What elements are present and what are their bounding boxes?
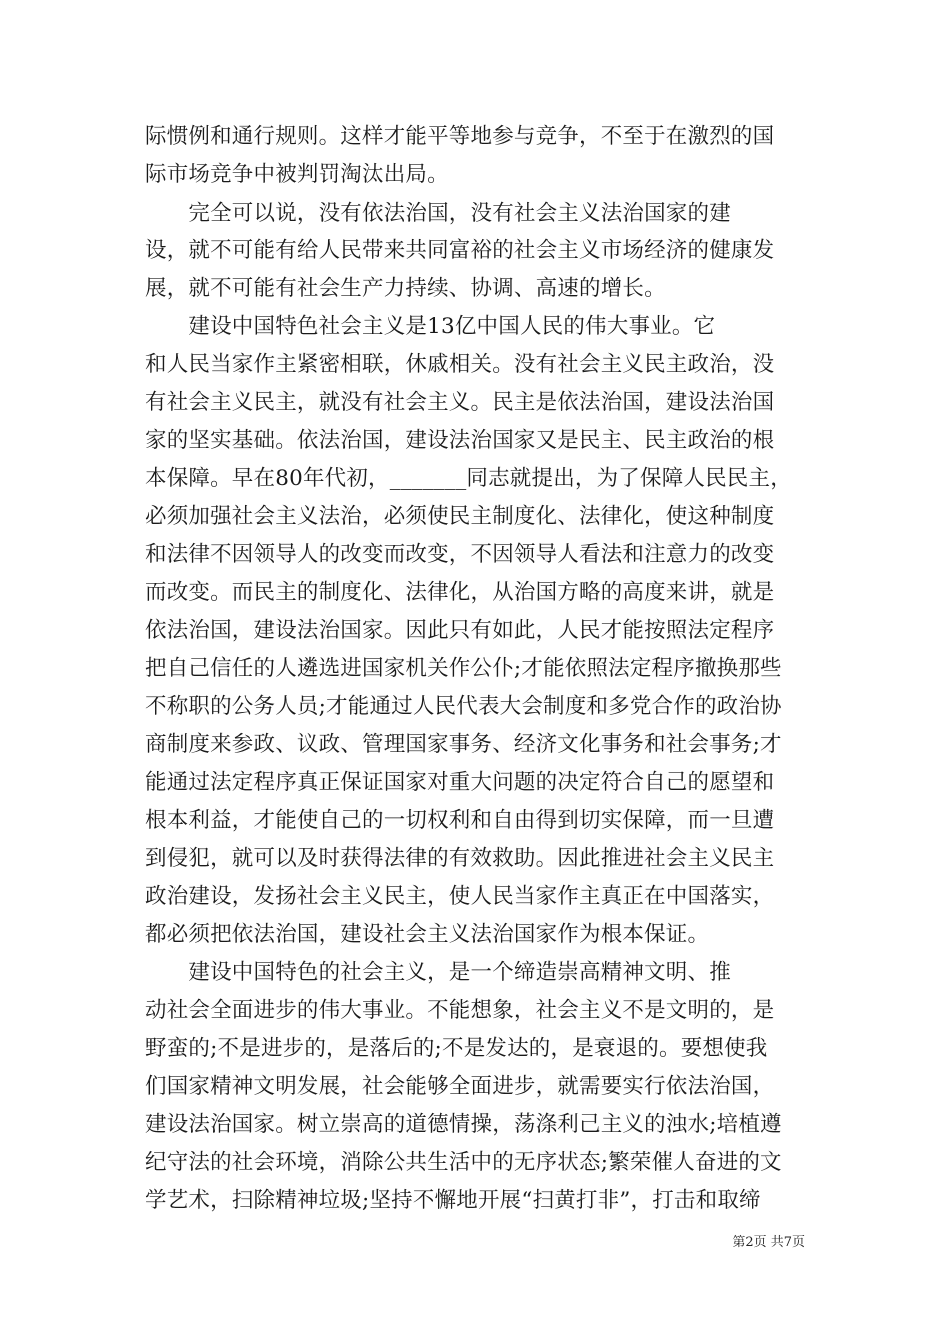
text-line: 不称职的公务人员;才能通过人民代表大会制度和多党合作的政治协 — [145, 694, 782, 719]
text-line: 必须加强社会主义法治，必须使民主制度化、法律化，使这种制度 — [145, 504, 775, 529]
text-line: 学艺术，扫除精神垃圾;坚持不懈地开展“扫黄打非”，打击和取缔 — [145, 1188, 761, 1213]
text-line: 际市场竞争中被判罚淘汰出局。 — [145, 162, 449, 187]
text-line: 展，就不可能有社会生产力持续、协调、高速的增长。 — [145, 276, 666, 301]
text-line: 和法律不因领导人的改变而改变，不因领导人看法和注意力的改变 — [145, 542, 775, 567]
text-line: 际惯例和通行规则。这样才能平等地参与竞争，不至于在激烈的国 — [145, 124, 775, 149]
text-line: 有社会主义民主，就没有社会主义。民主是依法治国，建设法治国 — [145, 390, 775, 415]
text-line: 依法治国，建设法治国家。因此只有如此，人民才能按照法定程序 — [145, 618, 775, 643]
text-line: 们国家精神文明发展，社会能够全面进步，就需要实行依法治国， — [145, 1074, 775, 1099]
text-line: 设，就不可能有给人民带来共同富裕的社会主义市场经济的健康发 — [145, 238, 775, 263]
text-line: 野蛮的;不是进步的，是落后的;不是发达的，是衰退的。要想使我 — [145, 1036, 768, 1061]
text-line: 家的坚实基础。依法治国，建设法治国家又是民主、民主政治的根 — [145, 428, 775, 453]
text-line: 把自己信任的人遴选进国家机关作公仆;才能依照法定程序撤换那些 — [145, 656, 782, 681]
text-line: 完全可以说，没有依法治国，没有社会主义法治国家的建 — [145, 201, 731, 226]
text-line: 到侵犯，就可以及时获得法律的有效救助。因此推进社会主义民主 — [145, 846, 775, 871]
text-line: 建设中国特色的社会主义，是一个缔造崇高精神文明、推 — [145, 960, 731, 985]
text-line: 纪守法的社会环境，消除公共生活中的无序状态;繁荣催人奋进的文 — [145, 1150, 782, 1175]
text-line: 而改变。而民主的制度化、法律化，从治国方略的高度来讲，就是 — [145, 580, 775, 605]
page-number: 第2页 共7页 — [732, 1235, 805, 1250]
text-line: 动社会全面进步的伟大事业。不能想象，社会主义不是文明的，是 — [145, 998, 775, 1023]
text-line: 建设中国特色社会主义是13亿中国人民的伟大事业。它 — [145, 314, 716, 339]
text-line: 和人民当家作主紧密相联，休戚相关。没有社会主义民主政治，没 — [145, 352, 775, 377]
text-line: 都必须把依法治国，建设社会主义法治国家作为根本保证。 — [145, 922, 710, 947]
text-line: 建设法治国家。树立崇高的道德情操，荡涤利己主义的浊水;培植遵 — [145, 1112, 782, 1137]
text-line: 根本利益，才能使自己的一切权利和自由得到切实保障，而一旦遭 — [145, 808, 775, 833]
text-line: 本保障。早在80年代初，_______同志就提出，为了保障人民民主， — [145, 466, 792, 491]
text-line: 能通过法定程序真正保证国家对重大问题的决定符合自己的愿望和 — [145, 770, 775, 795]
text-line: 政治建设，发扬社会主义民主，使人民当家作主真正在中国落实， — [145, 884, 775, 909]
text-line: 商制度来参政、议政、管理国家事务、经济文化事务和社会事务;才 — [145, 732, 782, 757]
